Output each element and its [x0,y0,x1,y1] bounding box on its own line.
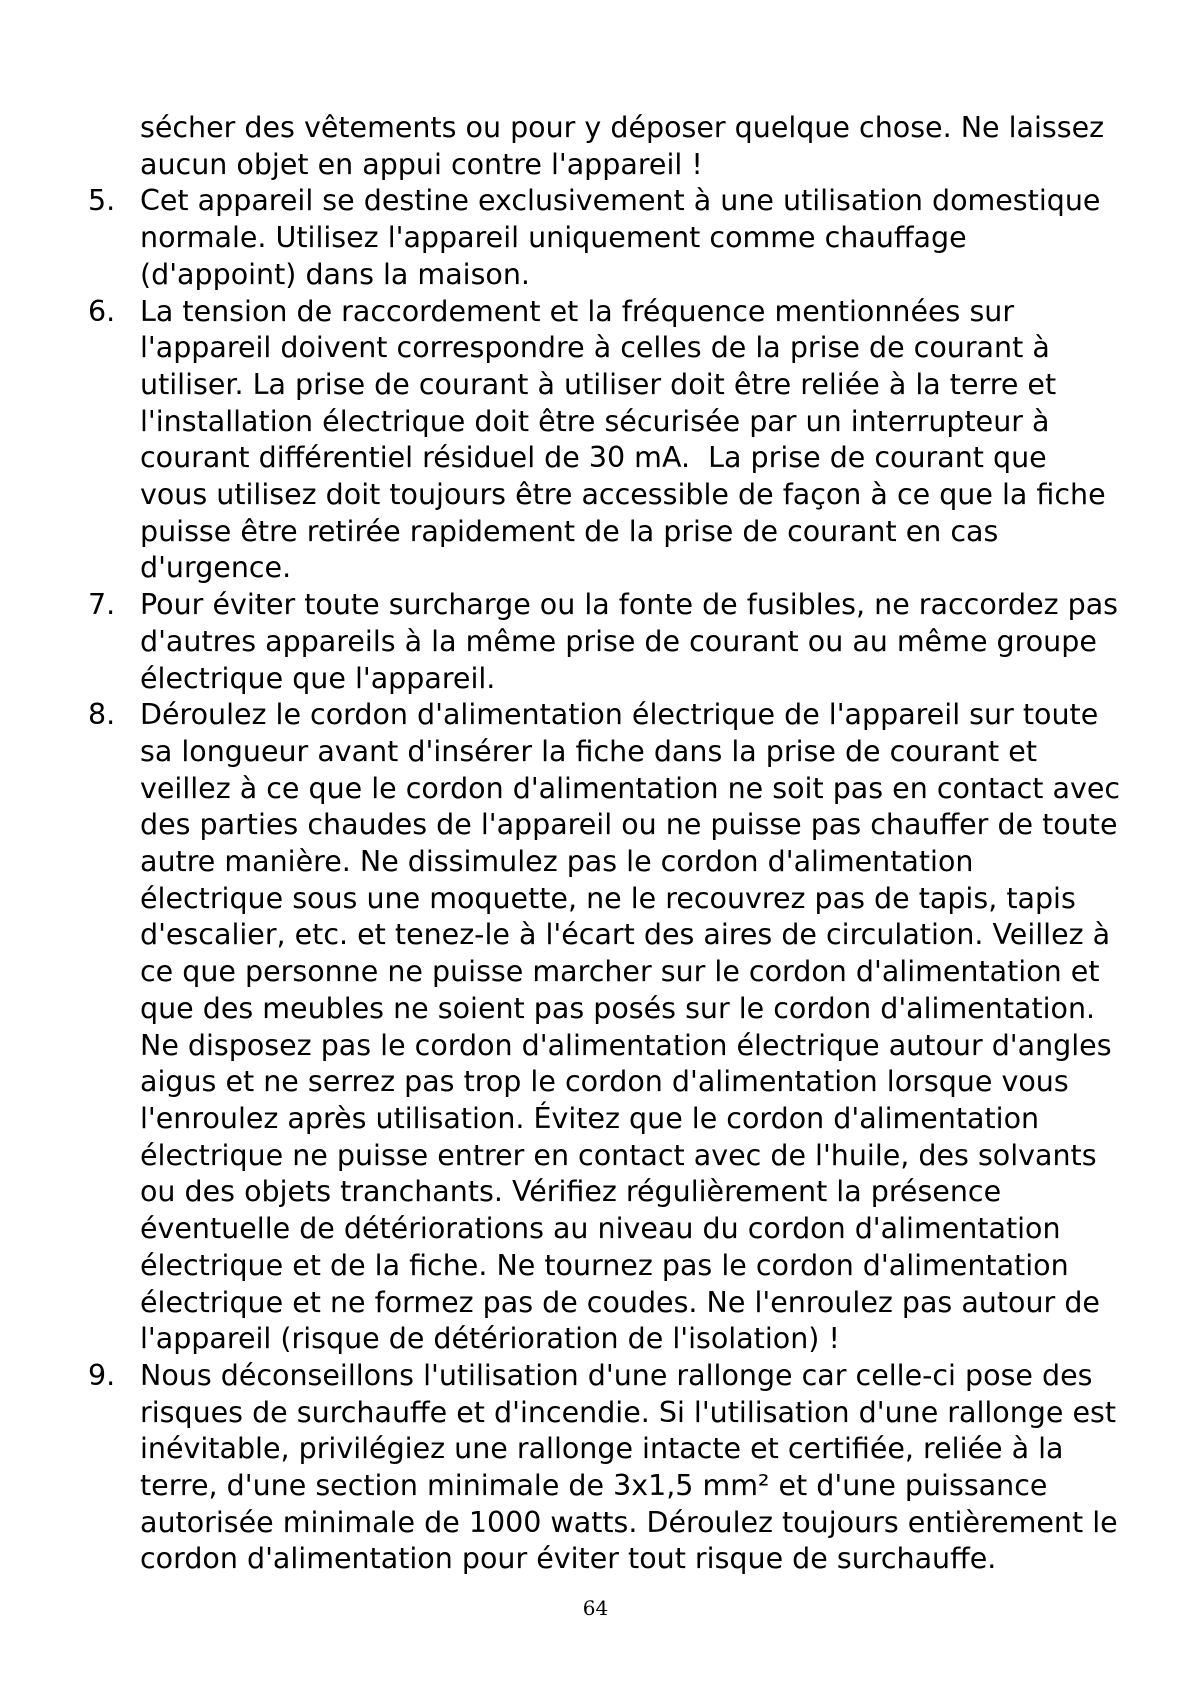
text-line: puisse être retirée rapidement de la prise de courant en cas [140,514,999,548]
document-body [88,110,1128,1578]
text-line: autre manière. Ne dissimulez pas le cordon d'alimentation [140,845,974,879]
text-line: Cet appareil se destine exclusivement à une utilisation domestique [140,184,1101,218]
text-line: électrique ne puisse entrer en contact avec de l'huile, des solvants [140,1138,1097,1172]
item-number: 8. [88,698,116,732]
text-line: courant différentiel résiduel de 30 mA. La prise de courant que [140,441,1047,475]
item-number: 5. [88,184,116,218]
text-line: des parties chaudes de l'appareil ou ne puisse pas chauffer de toute [140,808,1118,842]
text-line: aigus et ne serrez pas trop le cordon d'alimentation lorsque vous [140,1065,1069,1099]
item-text [140,1358,1128,1578]
text-line: Nous déconseillons l'utilisation d'une rallonge car celle-ci pose des [140,1358,1093,1392]
list-item-9 [88,1358,1128,1578]
text-line: d'autres appareils à la même prise de courant ou au même groupe [140,624,1097,658]
text-line: éventuelle de détériorations au niveau du cordon d'alimentation [140,1212,1061,1246]
text-line: (d'appoint) dans la maison. [140,257,530,291]
item-text [140,697,1128,1358]
text-line: d'escalier, etc. et tenez-le à l'écart des aires de circulation. Veillez à [140,918,1111,952]
item-text [140,294,1128,588]
text-line: autorisée minimale de 1000 watts. Déroulez toujours entièrement le [140,1505,1118,1539]
text-line: utiliser. La prise de courant à utiliser doit être reliée à la terre et [140,367,1057,401]
text-line: électrique sous une moquette, ne le recouvrez pas de tapis, tapis [140,881,1076,915]
text-line: électrique que l'appareil. [140,661,496,695]
item-number: 9. [88,1358,116,1392]
text-line: inévitable, privilégiez une rallonge intacte et certifiée, reliée à la [140,1432,1064,1466]
text-line: La tension de raccordement et la fréquence mentionnées sur [140,294,1015,328]
item-number: 6. [88,294,116,328]
list-item-7 [88,587,1128,697]
text-line: l'installation électrique doit être sécurisée par un interrupteur à [140,404,1050,438]
list-item-8 [88,697,1128,1358]
text-line: Déroulez le cordon d'alimentation électrique de l'appareil sur toute [140,698,1099,732]
text-line: vous utilisez doit toujours être accessible de façon à ce que la fiche [140,478,1106,512]
text-line: l'appareil doivent correspondre à celles de la prise de courant à [140,331,1050,365]
text-line: normale. Utilisez l'appareil uniquement comme chauffage [140,221,967,255]
text-line: électrique et de la fiche. Ne tournez pas le cordon d'alimentation [140,1248,1069,1282]
list-item-6 [88,294,1128,588]
text-line: Pour éviter toute surcharge ou la fonte de fusibles, ne raccordez pas [140,588,1119,622]
text-line: ou des objets tranchants. Vérifiez régulièrement la présence [140,1175,1002,1209]
item-text [140,587,1128,697]
text-line: l'enroulez après utilisation. Évitez que le cordon d'alimentation [140,1101,1040,1135]
page-number: 64 [582,1596,609,1620]
text-line: veillez à ce que le cordon d'alimentation ne soit pas en contact avec [140,771,1121,805]
text-line: sécher des vêtements ou pour y déposer quelque chose. Ne laissez [140,111,1105,144]
continued-paragraph [88,110,1128,183]
list-item-5 [88,183,1128,293]
text-line: Ne disposez pas le cordon d'alimentation électrique autour d'angles [140,1028,1112,1062]
text-line: d'urgence. [140,551,292,585]
text-line: sa longueur avant d'insérer la fiche dans la prise de courant et [140,734,1037,768]
text-line: aucun objet en appui contre l'appareil ! [140,147,703,181]
text-line: électrique et ne formez pas de coudes. Ne l'enroulez pas autour de [140,1285,1100,1319]
text-line: cordon d'alimentation pour éviter tout risque de surchauffe. [140,1542,997,1576]
text-line: risques de surchauffe et d'incendie. Si l'utilisation d'une rallonge est [140,1395,1117,1429]
item-number: 7. [88,588,116,622]
item-text [140,183,1128,293]
text-line: que des meubles ne soient pas posés sur le cordon d'alimentation. [140,991,1096,1025]
text-line: ce que personne ne puisse marcher sur le cordon d'alimentation et [140,955,1100,989]
text-line: l'appareil (risque de détérioration de l'isolation) ! [140,1322,840,1356]
text-line: terre, d'une section minimale de 3x1,5 mm² et d'une puissance [140,1469,1048,1503]
